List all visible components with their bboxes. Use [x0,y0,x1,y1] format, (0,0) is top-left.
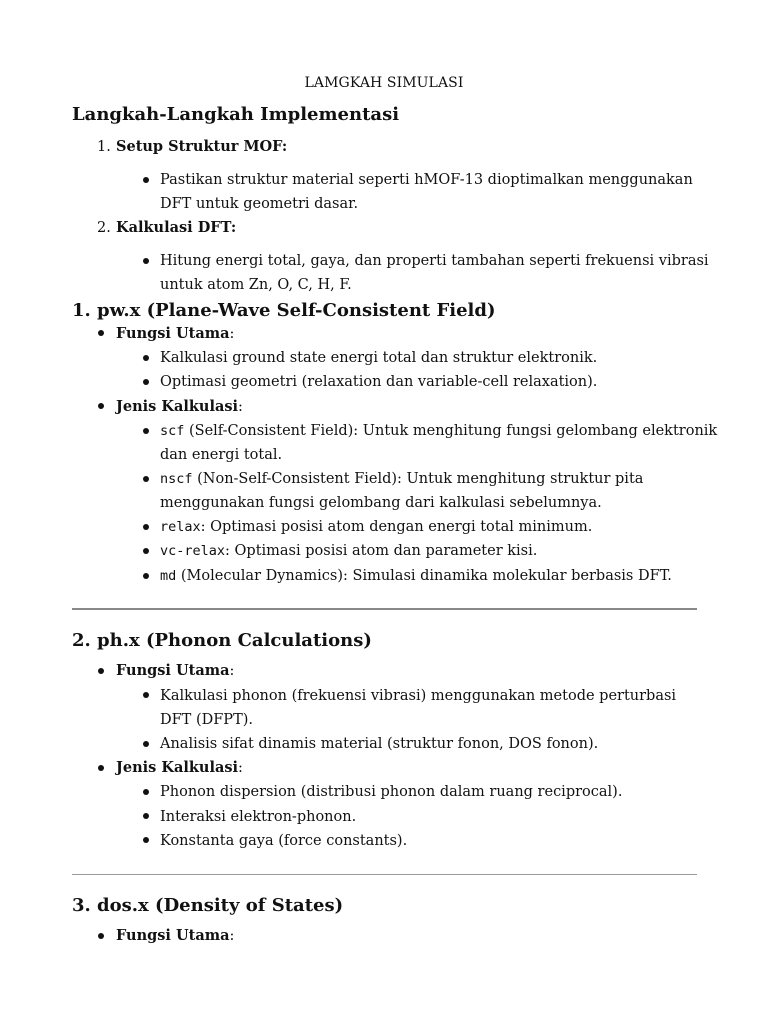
list-label: Fungsi Utama: [116,927,235,944]
bullet-icon [143,789,149,795]
list-item: vc-relax: Optimasi posisi atom dan parameter kisi. [160,543,538,559]
list-item-continuation: menggunakan fungsi gelombang dari kalkulasi sebelumnya. [160,495,602,511]
bullet-icon [143,476,149,482]
step-number: 1. [97,139,111,155]
list-item: nscf (Non-Self-Consistent Field): Untuk menghitung struktur pita [160,471,644,487]
list-item: scf (Self-Consistent Field): Untuk menghitung fungsi gelombang elektronik [160,423,718,439]
section-heading-ph-x: 2. ph.x (Phonon Calculations) [72,630,372,651]
list-item: Kalkulasi ground state energi total dan struktur elektronik. [160,350,598,366]
bullet-icon [143,524,149,530]
horizontal-divider [72,608,697,610]
step-label: Kalkulasi DFT: [116,219,237,236]
section-heading-implementasi: Langkah-Langkah Implementasi [72,104,400,125]
list-label: Fungsi Utama: [116,662,235,679]
horizontal-divider [72,874,697,875]
list-label: Fungsi Utama: [116,325,235,342]
list-item: Interaksi elektron-phonon. [160,809,357,825]
list-item-continuation: DFT (DFPT). [160,712,254,728]
bullet-icon [143,548,149,554]
list-item: Analisis sifat dinamis material (struktur fonon, DOS fonon). [160,736,599,752]
list-item-continuation: dan energi total. [160,447,283,463]
bullet-icon [143,837,149,843]
list-item: Kalkulasi phonon (frekuensi vibrasi) menggunakan metode perturbasi [160,688,677,704]
bullet-icon [143,258,149,264]
bullet-icon [98,330,104,336]
bullet-icon [143,177,149,183]
bullet-icon [98,668,104,674]
list-item-continuation: untuk atom Zn, O, C, H, F. [160,277,352,293]
list-item: Pastikan struktur material seperti hMOF-13 dioptimalkan menggunakan [160,172,693,188]
list-label: Jenis Kalkulasi: [116,398,243,415]
list-item: md (Molecular Dynamics): Simulasi dinamika molekular berbasis DFT. [160,568,672,584]
list-item-continuation: DFT untuk geometri dasar. [160,196,359,212]
bullet-icon [143,692,149,698]
list-item: Optimasi geometri (relaxation dan variable-cell relaxation). [160,374,598,390]
bullet-icon [143,573,149,579]
section-heading-pw-x: 1. pw.x (Plane-Wave Self-Consistent Field) [72,300,496,321]
step-label: Setup Struktur MOF: [116,138,288,155]
list-label: Jenis Kalkulasi: [116,759,243,776]
bullet-icon [143,813,149,819]
page-title: LAMGKAH SIMULASI [304,75,464,91]
list-item: Hitung energi total, gaya, dan properti tambahan seperti frekuensi vibrasi [160,253,709,269]
bullet-icon [143,379,149,385]
section-heading-dos-x: 3. dos.x (Density of States) [72,895,344,916]
step-number: 2. [97,220,111,236]
bullet-icon [143,741,149,747]
list-item: relax: Optimasi posisi atom dengan energi total minimum. [160,519,593,535]
bullet-icon [143,428,149,434]
list-item: Konstanta gaya (force constants). [160,833,408,849]
bullet-icon [98,933,104,939]
list-item: Phonon dispersion (distribusi phonon dalam ruang reciprocal). [160,784,623,800]
bullet-icon [98,403,104,409]
bullet-icon [143,355,149,361]
bullet-icon [98,765,104,771]
